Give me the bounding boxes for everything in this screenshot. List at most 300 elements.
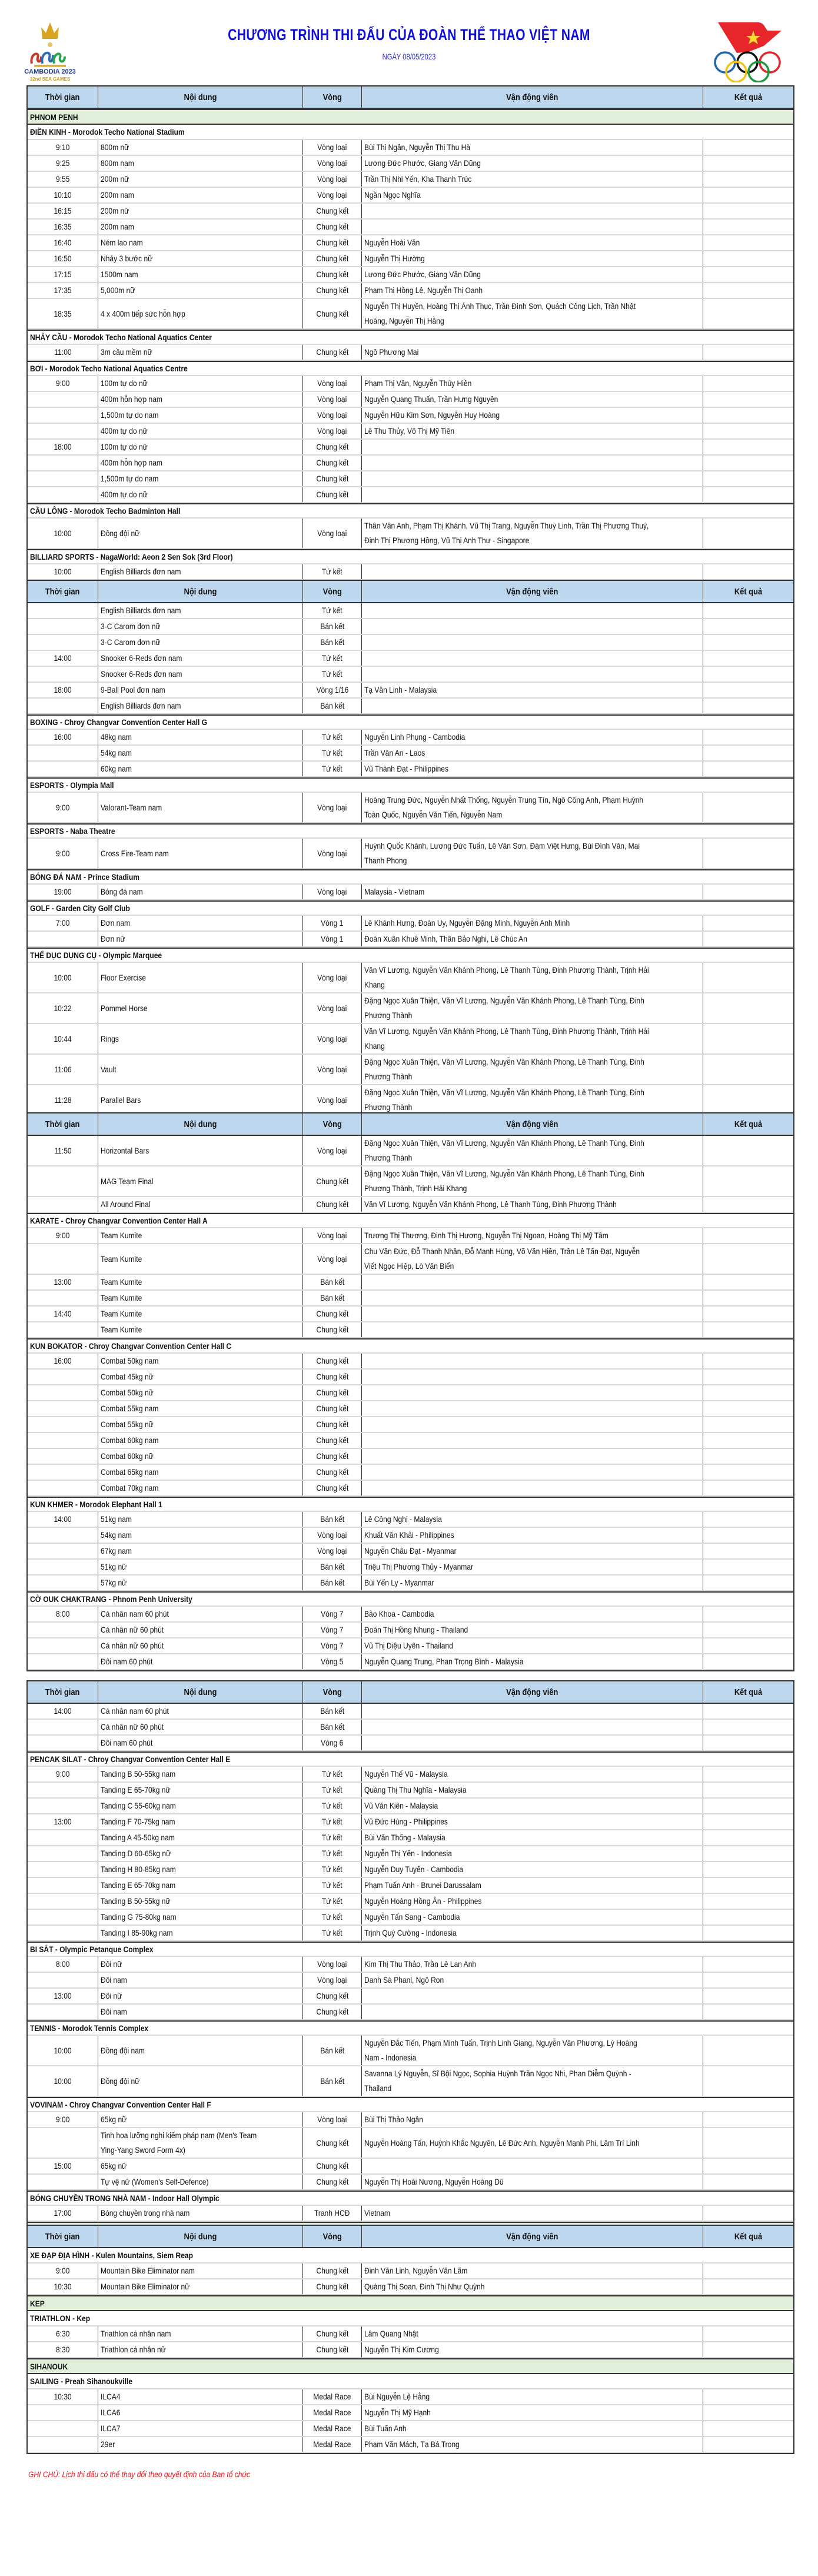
round-cell-text: Vòng loại (317, 378, 347, 388)
column-header: Nội dung (98, 1681, 303, 1703)
event-cell-text: Team Kumite (101, 1293, 142, 1302)
table-row (28, 1704, 793, 1720)
round-cell-text: Vòng loại (317, 1530, 347, 1540)
sport-venue-heading (28, 948, 793, 963)
column-header: Vòng (303, 581, 362, 602)
round-cell (303, 1512, 362, 1527)
schedule-table (26, 85, 794, 581)
athletes-cell (362, 188, 703, 202)
table-row (28, 2159, 793, 2175)
athletes-cell (362, 2159, 703, 2173)
athletes-cell (362, 2175, 703, 2189)
athletes-cell-text: Phạm Thị Hồng Lệ, Nguyễn Thị Oanh (364, 285, 483, 295)
table-row (28, 762, 793, 777)
event-cell-text: Cá nhân nam 60 phút (101, 1706, 169, 1716)
event-cell-text: Tanding E 65-70kg nam (101, 1880, 176, 1890)
round-cell-text: Chung kết (316, 254, 348, 263)
event-cell-text: 100m tự do nữ (101, 378, 148, 388)
event-cell-text: Đồng đội nữ (101, 528, 140, 538)
event-cell (98, 993, 303, 1023)
athletes-cell (362, 408, 703, 423)
round-cell-text: Tứ kết (322, 1785, 343, 1794)
athletes-cell (362, 2326, 703, 2341)
round-cell (303, 1354, 362, 1368)
event-cell (98, 916, 303, 930)
table-row (28, 1720, 793, 1736)
athletes-cell (362, 376, 703, 391)
event-cell (98, 1322, 303, 1337)
event-cell (98, 1370, 303, 1384)
event-cell (98, 251, 303, 266)
column-header: Kết quả (734, 1119, 763, 1129)
event-cell (98, 235, 303, 250)
round-cell-text: Vòng loại (317, 410, 347, 420)
athletes-cell (362, 667, 703, 682)
table-row (28, 1244, 793, 1275)
round-cell (303, 220, 362, 234)
time-cell (28, 1973, 98, 1987)
time-cell (28, 762, 98, 776)
athletes-cell (362, 172, 703, 187)
athletes-cell (362, 1197, 703, 1212)
result-cell (703, 2437, 793, 2452)
table-row (28, 204, 793, 220)
table-row (28, 651, 793, 667)
result-cell (703, 1024, 793, 1053)
round-cell-text: Tứ kết (322, 1833, 343, 1842)
result-cell (703, 1136, 793, 1165)
athletes-cell (362, 2112, 703, 2127)
round-cell (303, 424, 362, 438)
round-cell-text: Chung kết (316, 1991, 348, 2000)
heading-label: ESPORTS - Olympia Mall (30, 780, 114, 790)
athletes-cell (362, 283, 703, 298)
result-cell (703, 1528, 793, 1543)
event-cell-text: Combat 55kg nam (101, 1404, 159, 1413)
result-cell (703, 235, 793, 250)
table-row (28, 932, 793, 948)
athletes-cell (362, 1322, 703, 1337)
result-cell (703, 667, 793, 682)
result-cell (703, 651, 793, 666)
athletes-cell (362, 487, 703, 502)
time-cell-text: 13:00 (54, 1817, 72, 1826)
sport-venue-heading (28, 777, 793, 793)
sport-venue-heading (28, 1338, 793, 1354)
result-cell (703, 2206, 793, 2221)
result-cell (703, 456, 793, 470)
round-cell-text: Chung kết (316, 2266, 348, 2275)
time-cell-text: 13:00 (54, 1991, 72, 2000)
round-cell-text: Bán kết (320, 1514, 344, 1524)
column-header: Vận động viên (362, 2226, 703, 2247)
time-cell (28, 2421, 98, 2436)
round-cell-text: Vòng 1/16 (316, 685, 348, 694)
result-cell (703, 1197, 793, 1212)
time-cell (28, 283, 98, 298)
event-cell-text: MAG Team Final (101, 1176, 154, 1186)
event-cell (98, 635, 303, 650)
table-row (28, 235, 793, 251)
round-cell-text: Vòng loại (317, 1975, 347, 1985)
result-cell (703, 1607, 793, 1621)
time-cell-text: 8:30 (55, 2345, 70, 2354)
table-row (28, 1275, 793, 1291)
column-header: Nội dung (98, 2226, 303, 2247)
athletes-cell-text: Nguyễn Thị Hoài Nương, Nguyễn Hoàng Dũ (364, 2177, 504, 2186)
result-cell (703, 1894, 793, 1909)
athletes-cell (362, 1799, 703, 1813)
table-row (28, 1024, 793, 1055)
time-cell (28, 299, 98, 328)
event-cell-text: Rings (101, 1033, 119, 1043)
time-cell (28, 730, 98, 744)
column-header: Vòng (303, 1681, 362, 1703)
result-cell (703, 487, 793, 502)
result-cell (703, 251, 793, 266)
event-cell (98, 2175, 303, 2189)
event-cell-text: Tanding A 45-50kg nam (101, 1833, 175, 1842)
column-header: Vòng (303, 1114, 362, 1135)
result-cell (703, 204, 793, 218)
schedule-table (26, 1680, 794, 2239)
athletes-cell (362, 1512, 703, 1527)
round-cell (303, 1704, 362, 1719)
sport-venue-heading (28, 2191, 793, 2206)
result-cell (703, 1322, 793, 1337)
round-cell-text: Chung kết (316, 2345, 348, 2354)
round-cell (303, 1654, 362, 1669)
table-header (28, 1112, 793, 1136)
round-cell-text: Bán kết (320, 1562, 344, 1571)
round-cell-text: Vòng 5 (321, 1657, 344, 1666)
round-cell (303, 1623, 362, 1637)
sport-venue-heading (28, 1942, 793, 1957)
result-cell (703, 793, 793, 822)
time-cell (28, 204, 98, 218)
time-cell (28, 1385, 98, 1400)
time-cell (28, 2405, 98, 2420)
time-cell-text: 16:35 (54, 222, 72, 231)
athletes-cell (362, 1654, 703, 1669)
round-cell (303, 1166, 362, 1196)
round-cell-text: Vòng loại (317, 1254, 347, 1264)
table-row (28, 1654, 793, 1670)
round-cell-text: Chung kết (316, 2282, 348, 2291)
round-cell (303, 1973, 362, 1987)
time-cell (28, 1291, 98, 1305)
time-cell-text: 14:00 (54, 1706, 72, 1716)
round-cell (303, 471, 362, 486)
table-row (28, 793, 793, 823)
athletes-cell-text: Phạm Tuấn Anh - Brunei Darussalam (364, 1880, 481, 1890)
event-cell (98, 793, 303, 822)
result-cell (703, 1575, 793, 1590)
result-cell (703, 1862, 793, 1877)
round-cell (303, 487, 362, 502)
round-cell-text: Bán kết (320, 1277, 344, 1287)
table-row (28, 345, 793, 361)
event-cell (98, 1926, 303, 1940)
athletes-cell (362, 424, 703, 438)
event-cell (98, 1401, 303, 1416)
event-cell-text: Đồng đội nữ (101, 2076, 140, 2086)
event-cell (98, 762, 303, 776)
athletes-cell (362, 251, 703, 266)
sport-venue-heading (28, 1591, 793, 1607)
time-cell (28, 1544, 98, 1558)
time-cell (28, 1417, 98, 1432)
time-cell (28, 1370, 98, 1384)
round-cell-text: Chung kết (316, 1451, 348, 1461)
time-cell (28, 1736, 98, 1750)
event-cell (98, 424, 303, 438)
time-cell (28, 1830, 98, 1845)
result-cell (703, 1275, 793, 1289)
athletes-cell (362, 1767, 703, 1781)
heading-label: XE ĐẠP ĐỊA HÌNH - Kulen Mountains, Siem Reap (30, 2251, 193, 2260)
time-cell (28, 2279, 98, 2294)
round-cell (303, 793, 362, 822)
event-cell-text: Cá nhân nam 60 phút (101, 1609, 169, 1618)
sport-venue-heading (28, 823, 793, 839)
heading-label: BÓNG CHUYỀN TRONG NHÀ NAM - Indoor Hall Olympic (30, 2193, 220, 2203)
round-cell-text: Chung kết (316, 308, 348, 318)
round-cell-text: Tứ kết (322, 1801, 343, 1810)
table-row (28, 635, 793, 651)
event-cell (98, 1814, 303, 1829)
sea-games-logo-subtext: 32nd SEA GAMES (29, 77, 71, 82)
event-cell-text: Horizontal Bars (101, 1145, 149, 1155)
table-row (28, 1136, 793, 1166)
athletes-cell-text: Bùi Thị Ngân, Nguyễn Thị Thu Hà (364, 142, 471, 152)
time-cell (28, 1228, 98, 1243)
event-cell-text: English Billiards đơn nam (101, 606, 181, 615)
athletes-cell-text: Lê Thu Thủy, Võ Thị Mỹ Tiên (364, 426, 455, 436)
heading-label: KARATE - Chroy Changvar Convention Center Hall A (30, 1216, 208, 1225)
column-header: Nội dung (98, 1114, 303, 1135)
athletes-cell-text: Bùi Nguyễn Lệ Hằng (364, 2392, 430, 2401)
event-cell (98, 699, 303, 713)
result-cell (703, 2159, 793, 2173)
event-cell (98, 1433, 303, 1448)
event-cell-text: Mountain Bike Eliminator nam (101, 2266, 195, 2275)
time-cell (28, 1481, 98, 1495)
athletes-cell (362, 156, 703, 171)
round-cell-text: Medal Race (313, 2424, 351, 2433)
event-cell (98, 1417, 303, 1432)
round-cell (303, 635, 362, 650)
time-cell-text: 6:30 (55, 2329, 70, 2338)
athletes-cell (362, 1862, 703, 1877)
event-cell-text: Team Kumite (101, 1254, 142, 1264)
event-cell-text: 54kg nam (101, 1530, 132, 1540)
round-cell (303, 1085, 362, 1115)
result-cell (703, 2128, 793, 2158)
result-cell (703, 2342, 793, 2357)
athletes-cell (362, 2036, 703, 2065)
event-cell-text: Đôi nam 60 phút (101, 1657, 153, 1666)
event-cell (98, 267, 303, 282)
heading-label: BI SẮT - Olympic Petanque Complex (30, 1945, 154, 1954)
round-cell (303, 518, 362, 548)
event-cell-text: Đôi nữ (101, 1959, 122, 1969)
time-cell (28, 1910, 98, 1924)
round-cell-text: Bán kết (320, 1293, 344, 1302)
event-cell-text: Combat 45kg nữ (101, 1372, 154, 1381)
athletes-cell (362, 963, 703, 992)
time-cell-text: 17:00 (54, 2208, 72, 2218)
table-row (28, 1638, 793, 1654)
sport-venue-heading (28, 869, 793, 885)
event-cell-text: 400m tự do nữ (101, 426, 148, 436)
event-cell-text: 1,500m tự do nam (101, 474, 159, 483)
table-row (28, 2066, 793, 2097)
table-row (28, 1354, 793, 1370)
column-header: Thời gian (28, 1114, 98, 1135)
round-cell-text: Chung kết (316, 474, 348, 483)
event-cell-text: English Billiards đơn nam (101, 701, 181, 710)
event-cell (98, 1481, 303, 1495)
athletes-cell (362, 564, 703, 579)
round-cell-text: Chung kết (316, 1483, 348, 1493)
event-cell (98, 1291, 303, 1305)
round-cell (303, 2421, 362, 2436)
result-cell (703, 1055, 793, 1084)
athletes-cell-text: Ngần Ngọc Nghĩa (364, 190, 421, 200)
time-cell (28, 2326, 98, 2341)
event-cell (98, 2128, 303, 2158)
event-cell (98, 1465, 303, 1480)
time-cell (28, 2437, 98, 2452)
column-header: Nội dung (98, 581, 303, 602)
event-cell (98, 1575, 303, 1590)
round-cell-text: Bán kết (320, 637, 344, 647)
round-cell-text: Vòng loại (317, 972, 347, 982)
column-header: Kết quả (734, 1687, 763, 1697)
round-cell-text: Vòng 7 (321, 1625, 344, 1634)
result-cell (703, 2279, 793, 2294)
time-cell (28, 932, 98, 946)
athletes-cell (362, 1607, 703, 1621)
event-cell (98, 2405, 303, 2420)
round-cell-text: Vòng loại (317, 190, 347, 200)
round-cell-text: Vòng loại (317, 426, 347, 436)
event-cell-text: Combat 65kg nam (101, 1467, 159, 1477)
table-row (28, 2389, 793, 2405)
event-cell-text: Cross Fire-Team nam (101, 848, 169, 858)
time-cell-text: 17:35 (54, 285, 72, 295)
event-cell-text: Đôi nam 60 phút (101, 1738, 153, 1747)
round-cell-text: Bán kết (320, 621, 344, 631)
event-cell-text: Nhảy 3 bước nữ (101, 254, 153, 263)
time-cell (28, 518, 98, 548)
event-cell (98, 1244, 303, 1274)
table-row (28, 1228, 793, 1244)
round-cell-text: Vòng loại (317, 1095, 347, 1105)
table-row (28, 1830, 793, 1846)
round-cell-text: Vòng loại (317, 528, 347, 538)
event-cell (98, 140, 303, 155)
athletes-cell-text: Trần Thị Nhi Yến, Kha Thanh Trúc (364, 174, 472, 184)
round-cell-text: Chung kết (316, 1199, 348, 1209)
event-cell-text: Cá nhân nữ 60 phút (101, 1625, 164, 1634)
time-cell (28, 188, 98, 202)
round-cell (303, 1575, 362, 1590)
event-cell (98, 1894, 303, 1909)
table-row (28, 392, 793, 408)
result-cell (703, 885, 793, 899)
result-cell (703, 1166, 793, 1196)
schedule-table (26, 580, 794, 1117)
time-cell (28, 1575, 98, 1590)
athletes-cell (362, 746, 703, 760)
event-cell (98, 2206, 303, 2221)
event-cell (98, 1544, 303, 1558)
table-row (28, 1370, 793, 1385)
time-cell (28, 839, 98, 868)
result-cell (703, 1957, 793, 1972)
round-cell-text: Chung kết (316, 1309, 348, 1318)
column-header: Vòng (303, 2226, 362, 2247)
round-cell (303, 1638, 362, 1653)
event-cell (98, 1623, 303, 1637)
time-cell (28, 1894, 98, 1909)
result-cell (703, 1228, 793, 1243)
event-cell (98, 188, 303, 202)
result-cell (703, 2036, 793, 2065)
time-cell (28, 1197, 98, 1212)
column-header: Kết quả (734, 586, 763, 597)
event-cell (98, 220, 303, 234)
round-cell-text: Tứ kết (322, 1880, 343, 1890)
table-header (28, 1680, 793, 1704)
event-cell-text: 200m nam (101, 190, 134, 200)
time-cell (28, 1354, 98, 1368)
time-cell-text: 9:00 (55, 848, 70, 858)
event-cell (98, 603, 303, 618)
event-cell (98, 1767, 303, 1781)
event-cell-text: Combat 60kg nam (101, 1435, 159, 1445)
event-cell-text: Triathlon cá nhân nam (101, 2329, 171, 2338)
event-cell-text: Tanding G 75-80kg nam (101, 1912, 177, 1922)
round-cell-text: Tứ kết (322, 1864, 343, 1874)
event-cell-text: Cá nhân nữ 60 phút (101, 1641, 164, 1650)
event-cell-text: 3-C Carom đơn nữ (101, 637, 161, 647)
round-cell-text: Vòng loại (317, 1546, 347, 1555)
athletes-cell (362, 204, 703, 218)
athletes-cell (362, 2405, 703, 2420)
event-cell (98, 885, 303, 899)
result-cell (703, 1846, 793, 1861)
athletes-cell-text: Quàng Thị Soan, Đinh Thị Như Quỳnh (364, 2282, 485, 2291)
athletes-cell-text: Đặng Ngọc Xuân Thiện, Văn Vĩ Lương, Nguyễn Văn Khánh Phong, Lê Thanh Tùng, Đinh Phương Thành (364, 1138, 644, 1162)
table-row (28, 487, 793, 503)
time-cell (28, 172, 98, 187)
event-cell (98, 1055, 303, 1084)
column-header: Vận động viên (362, 581, 703, 602)
result-cell (703, 1799, 793, 1813)
round-cell (303, 188, 362, 202)
event-cell-text: 200m nam (101, 222, 134, 231)
round-cell-text: Vòng loại (317, 2115, 347, 2124)
round-cell-text: Tứ kết (322, 764, 343, 773)
table-row (28, 1846, 793, 1862)
event-cell (98, 1528, 303, 1543)
time-cell (28, 1623, 98, 1637)
result-cell (703, 424, 793, 438)
round-cell (303, 2066, 362, 2096)
